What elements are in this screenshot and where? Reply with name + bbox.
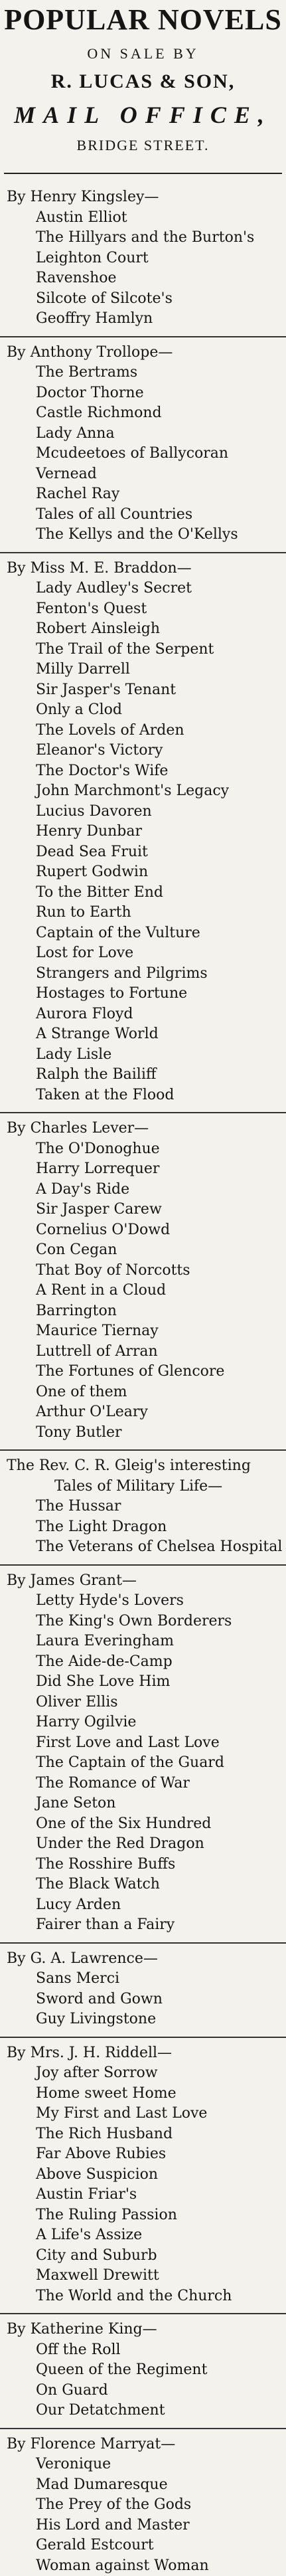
- novel-title: Barrington: [36, 1302, 117, 1319]
- ad-onsale-line: ON SALE BY: [87, 45, 199, 62]
- novel-title: The Hillyars and the Burton's: [36, 229, 255, 246]
- novel-title: Vernead: [36, 465, 97, 482]
- novel-title: Queen of the Regiment: [36, 2361, 208, 2379]
- advertisement-header: [0, 0, 286, 154]
- novel-title: The Hussar: [36, 1498, 121, 1515]
- novel-title: Rachel Ray: [36, 486, 120, 503]
- title-list: [0, 363, 286, 545]
- novel-title: The Prey of the Gods: [36, 2496, 192, 2514]
- author-heading: The Rev. C. R. Gleig's interesting: [7, 1457, 251, 1475]
- novel-title: Taken at the Flood: [36, 1086, 175, 1103]
- novel-title: Only a Clod: [36, 701, 122, 719]
- author-heading: By Mrs. J. H. Riddell—: [7, 2044, 173, 2061]
- author-heading: By Charles Lever—: [7, 1120, 149, 1137]
- seller-street: BRIDGE STREET.: [76, 137, 210, 154]
- novel-title: Above Suspicion: [36, 2165, 159, 2183]
- novel-title: My First and Last Love: [36, 2105, 208, 2122]
- novel-title: Silcote of Silcote's: [36, 290, 173, 307]
- novel-title: Con Cegan: [36, 1242, 117, 1259]
- novel-title: The Black Watch: [36, 1876, 160, 1893]
- novel-title: Gerald Estcourt: [36, 2537, 154, 2554]
- novel-title: Austin Friar's: [36, 2186, 137, 2203]
- novel-title: Far Above Rubies: [36, 2146, 167, 2163]
- novel-title: Letty Hyde's Lovers: [36, 1592, 184, 1610]
- novel-title: Fenton's Quest: [36, 600, 147, 617]
- section-divider: [0, 552, 286, 553]
- novel-title: The Ruling Passion: [36, 2206, 177, 2223]
- title-list: [0, 2454, 286, 2576]
- novel-title: The Aide-de-Camp: [36, 1653, 173, 1670]
- novel-title: Sans Merci: [36, 1970, 120, 1987]
- author-heading: By James Grant—: [7, 1572, 137, 1589]
- novel-title: Maxwell Drewitt: [36, 2267, 159, 2284]
- novel-title: Harry Lorrequer: [36, 1160, 160, 1178]
- novel-title: Joy after Sorrow: [36, 2065, 158, 2082]
- novel-title: Cornelius O'Dowd: [36, 1221, 171, 1238]
- novel-title: The Rich Husband: [36, 2125, 173, 2142]
- novel-title: Off the Roll: [36, 2341, 121, 2358]
- novel-title: Ravenshoe: [36, 270, 117, 287]
- title-list: [0, 1591, 286, 1936]
- section-divider: [0, 2313, 286, 2314]
- novel-title: First Love and Last Love: [36, 1734, 220, 1751]
- novel-title: Home sweet Home: [36, 2084, 177, 2102]
- novel-title: John Marchmont's Legacy: [36, 782, 230, 800]
- author-section: [0, 1571, 286, 1936]
- novel-title: Guy Livingstone: [36, 2011, 157, 2028]
- novel-title: Maurice Tiernay: [36, 1323, 159, 1340]
- section-divider: [0, 1942, 286, 1944]
- novel-title: Veronique: [36, 2456, 111, 2473]
- section-divider: [0, 1449, 286, 1451]
- section-divider: [0, 1564, 286, 1566]
- novel-title: Lucius Davoren: [36, 802, 152, 820]
- novel-title: Geoffry Hamlyn: [36, 310, 153, 327]
- novel-title: The World and the Church: [36, 2287, 232, 2304]
- novel-title: The Bertrams: [36, 364, 138, 381]
- novel-title: Lady Audley's Secret: [36, 580, 192, 597]
- novel-title: Leighton Court: [36, 249, 149, 266]
- novel-title: Ralph the Bailiff: [36, 1066, 157, 1083]
- author-section: [0, 559, 286, 1106]
- novel-title: Lady Lisle: [36, 1046, 112, 1063]
- novel-title: Captain of the Vulture: [36, 924, 200, 941]
- novel-title: Luttrell of Arran: [36, 1342, 158, 1360]
- novel-title: Our Detatchment: [36, 2402, 165, 2419]
- section-divider: [0, 336, 286, 337]
- author-heading: By Miss M. E. Braddon—: [7, 559, 192, 577]
- title-list: [0, 2063, 286, 2306]
- novel-title: Tales of all Countries: [36, 506, 193, 523]
- author-section: [0, 187, 286, 329]
- author-section: [0, 2320, 286, 2421]
- novel-title: Harry Ogilvie: [36, 1714, 137, 1731]
- novel-title: Aurora Floyd: [36, 1005, 133, 1022]
- novel-title: The Romance of War: [36, 1774, 190, 1792]
- title-list: [0, 1969, 286, 2030]
- novel-title: The Light Dragon: [36, 1518, 167, 1535]
- novel-title: One of the Six Hundred: [36, 1815, 212, 1832]
- title-list: [0, 1497, 286, 1558]
- author-heading: By Florence Marryat—: [7, 2435, 176, 2452]
- novel-title: The O'Donoghue: [36, 1140, 160, 1157]
- novel-title: His Lord and Master: [36, 2516, 190, 2533]
- novel-title: The Fortunes of Glencore: [36, 1363, 225, 1380]
- author-section: [0, 2043, 286, 2307]
- novel-title: Run to Earth: [36, 904, 131, 921]
- novel-title: Laura Everingham: [36, 1633, 174, 1650]
- novel-title: One of them: [36, 1383, 127, 1400]
- author-section: [0, 1119, 286, 1443]
- novel-title: Did She Love Him: [36, 1673, 171, 1691]
- novel-title: Sir Jasper's Tenant: [36, 681, 177, 698]
- novel-title: The Trail of the Serpent: [36, 640, 214, 658]
- novel-title: Mad Dumaresque: [36, 2476, 168, 2493]
- title-list: [0, 2340, 286, 2421]
- section-divider: [0, 1112, 286, 1113]
- novel-title: Milly Darrell: [36, 661, 130, 678]
- novel-title: Eleanor's Victory: [36, 742, 163, 759]
- author-section: [0, 343, 286, 545]
- author-heading: By Henry Kingsley—: [7, 189, 159, 206]
- novel-title: City and Suburb: [36, 2247, 157, 2264]
- author-heading: By G. A. Lawrence—: [7, 1950, 158, 1967]
- seller-office: MAIL OFFICE,: [14, 102, 272, 129]
- novel-title: To the Bitter End: [36, 883, 163, 901]
- ad-title: POPULAR NOVELS: [4, 3, 282, 36]
- author-heading: By Katherine King—: [7, 2321, 157, 2338]
- novel-title: Castle Richmond: [36, 405, 162, 422]
- novel-sections: [0, 187, 286, 2576]
- novel-title: The King's Own Borderers: [36, 1612, 232, 1629]
- title-list: [0, 208, 286, 329]
- novel-title: A Rent in a Cloud: [36, 1282, 167, 1299]
- novel-title: Hostages to Fortune: [36, 985, 188, 1002]
- novel-title: That Boy of Norcotts: [36, 1261, 190, 1279]
- title-list: [0, 579, 286, 1105]
- novel-title: Jane Seton: [36, 1795, 116, 1812]
- novel-title: The Captain of the Guard: [36, 1754, 224, 1772]
- novel-title: Lady Anna: [36, 424, 115, 442]
- seller-name: R. LUCAS & SON,: [50, 70, 236, 93]
- header-rule: [4, 173, 282, 174]
- novel-title: Lucy Arden: [36, 1896, 121, 1913]
- novel-title: Rupert Godwin: [36, 864, 149, 881]
- novel-title: Lost for Love: [36, 945, 134, 962]
- novel-title: Sir Jasper Carew: [36, 1201, 162, 1218]
- author-subheading: Tales of Military Life—: [54, 1477, 223, 1495]
- novel-title: Tony Butler: [36, 1424, 122, 1441]
- novel-title: On Guard: [36, 2381, 108, 2399]
- novel-title: Under the Red Dragon: [36, 1835, 204, 1853]
- section-divider: [0, 2037, 286, 2038]
- novel-title: Oliver Ellis: [36, 1693, 118, 1710]
- novel-title: The Rosshire Buffs: [36, 1855, 176, 1873]
- novel-title: Fairer than a Fairy: [36, 1916, 175, 1934]
- novel-title: A Life's Assize: [36, 2227, 143, 2244]
- novel-title: Doctor Thorne: [36, 384, 144, 401]
- novel-title: Henry Dunbar: [36, 823, 143, 840]
- novel-title: Mcudeetoes of Ballycoran: [36, 445, 229, 462]
- novel-title: The Lovels of Arden: [36, 721, 184, 739]
- title-list: [0, 1139, 286, 1443]
- novel-title: Robert Ainsleigh: [36, 620, 160, 638]
- novel-title: Austin Elliot: [36, 209, 127, 226]
- novel-title: The Doctor's Wife: [36, 762, 169, 779]
- novel-title: Dead Sea Fruit: [36, 843, 148, 860]
- novel-title: A Strange World: [36, 1026, 159, 1043]
- author-section: [0, 1456, 286, 1558]
- novel-title: Arthur O'Leary: [36, 1404, 148, 1421]
- author-section: [0, 2435, 286, 2576]
- novel-title: Strangers and Pilgrims: [36, 965, 208, 982]
- author-heading: By Anthony Trollope—: [7, 343, 173, 361]
- novel-title: The Kellys and the O'Kellys: [36, 526, 238, 543]
- section-divider: [0, 2428, 286, 2429]
- novel-title: Sword and Gown: [36, 1990, 163, 2007]
- novel-title: The Veterans of Chelsea Hospital: [36, 1538, 283, 1556]
- author-section: [0, 1949, 286, 2030]
- novel-title: A Day's Ride: [36, 1180, 130, 1198]
- novel-title: Woman against Woman: [36, 2557, 209, 2574]
